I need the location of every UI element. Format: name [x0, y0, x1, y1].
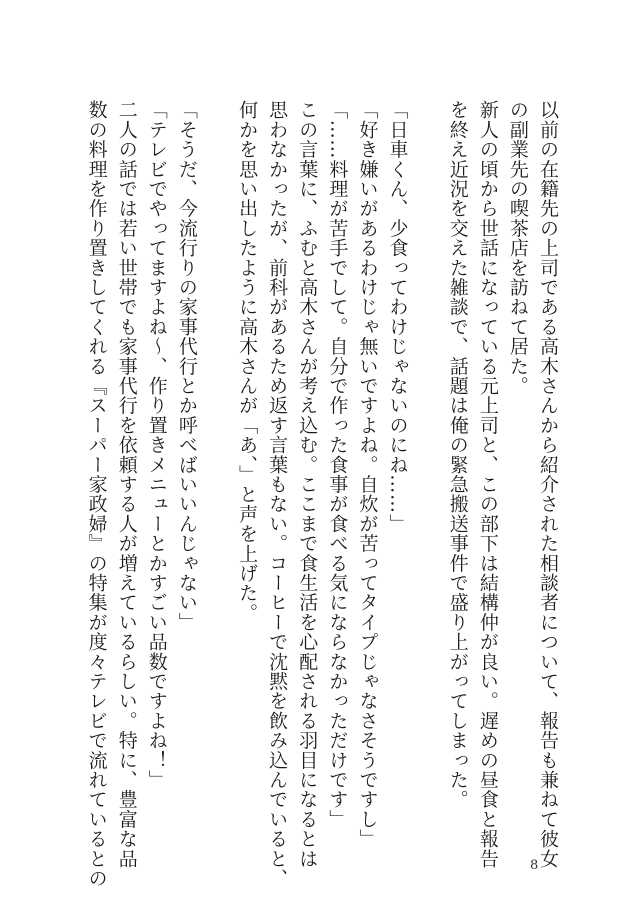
text-line: 何かを思い出したように高木さんが「あ、」と声を上げた。: [236, 100, 259, 623]
text-line: を終え近況を交えた雑談で、話題は俺の緊急搬送事件で盛り上がってしまった。: [446, 100, 469, 810]
text-line: 思わなかったが、前科があるため返す言葉もない。コーヒーで沈黙を飲み込んでいると、: [266, 100, 289, 888]
text-line: の副業先の喫茶店を訪ねて居た。: [506, 100, 529, 396]
text-line: 「そうだ、今流行りの家事代行とか呼べばいいんじゃない」: [175, 100, 198, 632]
text-line: 「テレビでやってますよね〜、作り置きメニューとかすごい品数ですよね！」: [145, 100, 168, 790]
text-line: 「……料理が苦手でして。自分で作った食事が食べる気にならなかっただけです」: [326, 100, 349, 829]
text-line: 新人の頃から世話になっている元上司と、この部下は結構仲が良い。遅めの昼食と報告: [476, 100, 499, 869]
text-line: この言葉に、ふむと高木さんが考え込む。ここまで食生活を心配される羽目になるとは: [296, 100, 319, 869]
text-line: 「日車くん、少食ってわけじゃないのにね……」: [386, 100, 409, 534]
paragraph-gap: [202, 100, 232, 840]
text-line: 以前の在籍先の上司である高木さんから紹介された相談者について、報告も兼ねて彼女: [537, 100, 559, 869]
text-line: 数の料理を作り置きしてくれる『スーパー家政婦』の特集が度々テレビで流れているとの: [85, 100, 108, 888]
body-text: [82, 100, 564, 888]
page-number: 8: [530, 858, 539, 873]
text-line: 「好き嫌いがあるわけじゃ無いですよね。自炊が苦ってタイプじゃなさそうですし」: [356, 100, 379, 849]
text-line: 二人の話では若い世帯でも家事代行を依頼する人が増えているらしい。特に、豊富な品: [115, 100, 138, 869]
paragraph-gap: [413, 100, 443, 840]
